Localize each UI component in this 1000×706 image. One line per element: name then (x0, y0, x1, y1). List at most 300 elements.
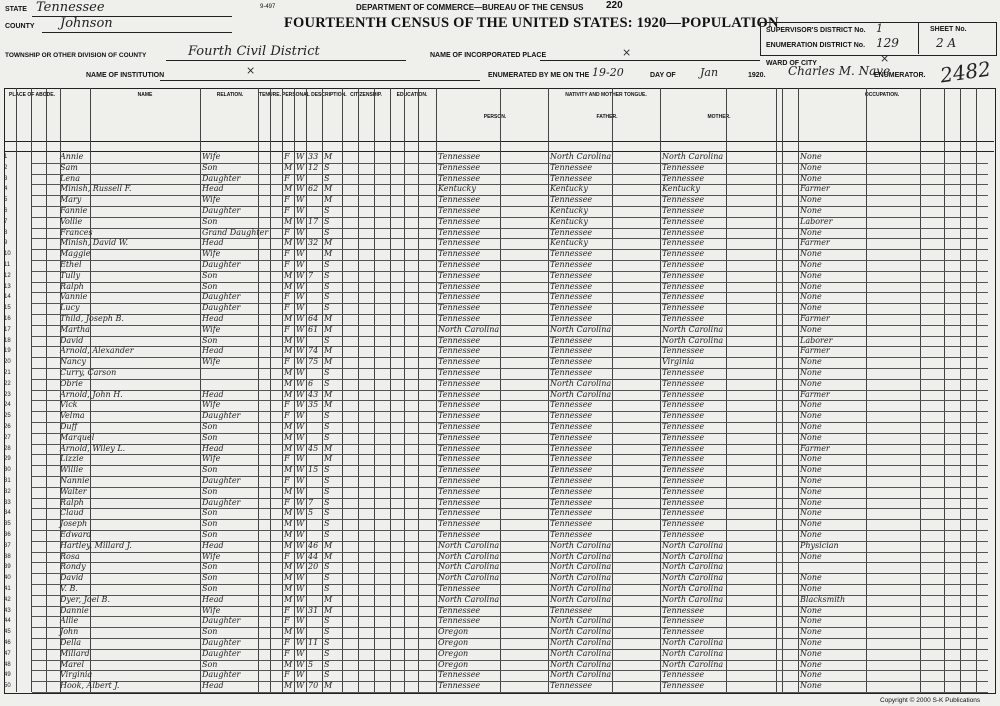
relation: Daughter (202, 616, 241, 626)
race: W (296, 281, 305, 291)
sex: F (284, 648, 290, 658)
occupation: None (800, 324, 822, 334)
birthplace: Oregon (438, 638, 469, 647)
birthplace: North Carolina (438, 324, 500, 334)
father-birthplace: Tennessee (550, 260, 593, 269)
father-birthplace: Tennessee (550, 454, 593, 464)
birthplace: Tennessee (438, 206, 481, 215)
birthplace: Tennessee (438, 303, 481, 313)
sex: M (284, 540, 293, 550)
corner-stamp-number: 2482 (938, 56, 993, 88)
father-birthplace: Tennessee (550, 314, 593, 323)
marital-status: S (324, 227, 330, 237)
sex: F (284, 249, 290, 259)
relation: Head (202, 346, 224, 356)
occupation: None (800, 206, 822, 215)
marital-status: S (324, 486, 330, 496)
birthplace: Tennessee (438, 432, 481, 442)
birthplace: Tennessee (438, 497, 481, 507)
birthplace: Tennessee (438, 173, 481, 183)
marital-status: M (324, 443, 333, 453)
person-name: Frances (60, 227, 93, 237)
row-number: 13 (4, 283, 11, 290)
census-title: FOURTEENTH CENSUS OF THE UNITED STATES: 1920—POPULATION (284, 15, 779, 31)
sex: M (284, 216, 293, 226)
occupation: None (800, 173, 822, 183)
mother-birthplace: Tennessee (662, 476, 705, 485)
father-birthplace: Tennessee (550, 476, 593, 485)
race: W (296, 648, 305, 658)
person-name: Arnold, John H. (60, 389, 123, 399)
race: W (296, 508, 305, 518)
mother-birthplace: Virginia (662, 357, 695, 367)
occupation: None (800, 648, 822, 658)
marital-status: S (324, 173, 330, 183)
father-birthplace: Tennessee (550, 162, 593, 172)
marital-status: M (324, 346, 333, 356)
age: 43 (308, 389, 319, 399)
person-name: Lena (60, 173, 80, 183)
mother-birthplace: Tennessee (662, 389, 705, 399)
relation: Son (202, 562, 218, 572)
marital-status: M (324, 681, 333, 691)
father-birthplace: North Carolina (550, 152, 612, 161)
row-number: 34 (4, 510, 11, 517)
birthplace: Tennessee (438, 411, 481, 421)
marital-status: S (324, 638, 330, 647)
birthplace: Tennessee (438, 227, 481, 237)
birthplace: North Carolina (438, 540, 500, 550)
row-number: 50 (4, 683, 11, 690)
marital-status: S (324, 530, 330, 539)
father-birthplace: Tennessee (550, 486, 593, 496)
relation: Daughter (202, 173, 241, 183)
birthplace: Tennessee (438, 378, 481, 388)
occupation: Farmer (800, 184, 830, 194)
header-tenure: TENURE. (259, 92, 281, 98)
father-birthplace: Tennessee (550, 530, 593, 539)
marital-status: S (324, 659, 330, 669)
race: W (296, 594, 305, 604)
mother-birthplace: North Carolina (662, 648, 724, 658)
age: 5 (308, 508, 314, 518)
race: W (296, 616, 305, 626)
race: W (296, 540, 305, 550)
race: W (296, 551, 305, 561)
race: W (296, 562, 305, 572)
person-name: Willie (60, 465, 84, 475)
race: W (296, 497, 305, 507)
father-birthplace: Tennessee (550, 508, 593, 518)
row-number: 29 (4, 456, 11, 463)
township-value: Fourth Civil District (188, 44, 320, 59)
sex: M (284, 432, 293, 442)
age: 7 (308, 497, 314, 507)
birthplace: Tennessee (438, 281, 481, 291)
person-name: Millard (60, 648, 90, 658)
race: W (296, 270, 305, 280)
row-number: 17 (4, 326, 11, 333)
relation: Head (202, 184, 224, 194)
birthplace: Tennessee (438, 670, 481, 680)
race: W (296, 584, 305, 593)
father-birthplace: Tennessee (550, 422, 593, 431)
relation: Wife (202, 605, 221, 615)
department-title: DEPARTMENT OF COMMERCE—BUREAU OF THE CENSUS (356, 3, 584, 12)
row-number: 38 (4, 553, 11, 560)
birthplace: Tennessee (438, 216, 481, 226)
race: W (296, 605, 305, 615)
relation: Son (202, 162, 218, 172)
header-person: PERSON. (483, 114, 507, 120)
person-name: Mary (60, 195, 82, 205)
county-value: Johnson (60, 16, 113, 31)
relation: Daughter (202, 638, 241, 647)
mother-birthplace: North Carolina (662, 540, 724, 550)
person-name: Hartley, Millard J. (60, 540, 132, 550)
race: W (296, 173, 305, 183)
sex: M (284, 335, 293, 345)
person-name: Lucy (60, 303, 80, 313)
birthplace: Tennessee (438, 357, 481, 367)
sex: F (284, 497, 290, 507)
race: W (296, 314, 305, 323)
relation: Head (202, 681, 224, 691)
occupation: None (800, 432, 822, 442)
occupation: None (800, 573, 822, 583)
mother-birthplace: Tennessee (662, 530, 705, 539)
father-birthplace: North Carolina (550, 638, 612, 647)
mother-birthplace: Tennessee (662, 292, 705, 302)
marital-status: S (324, 378, 330, 388)
sex: F (284, 638, 290, 647)
row-number: 14 (4, 294, 11, 301)
marital-status: S (324, 476, 330, 485)
occupation: None (800, 152, 822, 161)
row-number: 15 (4, 305, 11, 312)
person-name: Della (60, 638, 82, 647)
mother-birthplace: Tennessee (662, 465, 705, 475)
relation: Daughter (202, 670, 241, 680)
person-name: Dyer, Joel B. (60, 594, 110, 604)
birthplace: Oregon (438, 659, 469, 669)
relation: Son (202, 432, 218, 442)
mother-birthplace: Tennessee (662, 216, 705, 226)
relation: Daughter (202, 206, 241, 215)
marital-status: M (324, 605, 333, 615)
race: W (296, 368, 305, 377)
occupation: None (800, 519, 822, 529)
row-number: 48 (4, 661, 11, 668)
age: 74 (308, 346, 319, 356)
row-number: 32 (4, 488, 11, 495)
race: W (296, 627, 305, 637)
relation: Son (202, 335, 218, 345)
relation: Daughter (202, 476, 241, 485)
enumerated-label: ENUMERATED BY ME ON THE (488, 72, 590, 79)
occupation: None (800, 303, 822, 313)
marital-status: M (324, 314, 333, 323)
birthplace: Tennessee (438, 314, 481, 323)
race: W (296, 659, 305, 669)
row-number: 44 (4, 618, 11, 625)
person-name: Dannie (60, 605, 89, 615)
age: 70 (308, 681, 319, 691)
birthplace: Tennessee (438, 292, 481, 302)
mother-birthplace: Tennessee (662, 260, 705, 269)
occupation: None (800, 227, 822, 237)
row-number: 39 (4, 564, 11, 571)
marital-status: M (324, 184, 333, 194)
race: W (296, 486, 305, 496)
enumerator-name: Charles M. Nave (788, 64, 891, 78)
sheet-reference: 220 (606, 0, 623, 11)
person-name: Marel (60, 659, 85, 669)
mother-birthplace: North Carolina (662, 573, 724, 583)
age: 5 (308, 659, 314, 669)
sex: F (284, 476, 290, 485)
township-label: TOWNSHIP OR OTHER DIVISION OF COUNTY (5, 52, 147, 59)
relation: Head (202, 443, 224, 453)
sex: M (284, 238, 293, 248)
person-name: Claud (60, 508, 84, 518)
race: W (296, 530, 305, 539)
birthplace: Tennessee (438, 368, 481, 377)
father-birthplace: Tennessee (550, 173, 593, 183)
age: 6 (308, 378, 314, 388)
sex: M (284, 627, 293, 637)
occupation: Farmer (800, 346, 830, 356)
occupation: None (800, 670, 822, 680)
ward-mark: × (880, 52, 890, 65)
birthplace: Tennessee (438, 681, 481, 691)
marital-status: M (324, 357, 333, 367)
relation: Wife (202, 357, 221, 367)
row-number: 35 (4, 521, 11, 528)
race: W (296, 292, 305, 302)
mother-birthplace: Tennessee (662, 281, 705, 291)
mother-birthplace: Tennessee (662, 616, 705, 626)
row-number: 6 (4, 208, 8, 214)
row-number: 49 (4, 672, 11, 679)
row-number: 18 (4, 337, 11, 344)
race: W (296, 670, 305, 680)
mother-birthplace: Tennessee (662, 432, 705, 442)
occupation: None (800, 260, 822, 269)
mother-birthplace: Tennessee (662, 443, 705, 453)
father-birthplace: Tennessee (550, 303, 593, 313)
race: W (296, 400, 305, 410)
birthplace: North Carolina (438, 551, 500, 561)
father-birthplace: Tennessee (550, 443, 593, 453)
row-number: 3 (4, 175, 8, 182)
person-name: Vannie (60, 292, 88, 302)
occupation: None (800, 454, 822, 464)
race: W (296, 432, 305, 442)
state-label: STATE (5, 6, 27, 13)
occupation: None (800, 270, 822, 280)
row-number: 31 (4, 478, 11, 484)
marital-status: S (324, 648, 330, 658)
person-name: Fannie (60, 206, 88, 215)
age: 17 (308, 216, 319, 226)
marital-status: S (324, 584, 330, 593)
sex: F (284, 152, 290, 161)
marital-status: S (324, 368, 330, 377)
race: W (296, 411, 305, 421)
marital-status: S (324, 562, 330, 572)
birthplace: Tennessee (438, 389, 481, 399)
mother-birthplace: Tennessee (662, 681, 705, 691)
mother-birthplace: Tennessee (662, 486, 705, 496)
row-number: 47 (4, 650, 11, 657)
person-name: Arnold, Alexander (60, 346, 134, 356)
sheet-number-value: 2 A (936, 36, 957, 50)
birthplace: Tennessee (438, 162, 481, 172)
marital-status: S (324, 508, 330, 518)
incorporated-place-label: NAME OF INCORPORATED PLACE (430, 52, 547, 59)
header-nativity: NATIVITY AND MOTHER TONGUE. (565, 92, 647, 98)
birthplace: Tennessee (438, 249, 481, 259)
marital-status: S (324, 519, 330, 529)
institution-label: NAME OF INSTITUTION (86, 72, 165, 79)
father-birthplace: Kentucky (550, 216, 588, 226)
father-birthplace: Kentucky (550, 184, 588, 194)
father-birthplace: North Carolina (550, 562, 612, 572)
mother-birthplace: Tennessee (662, 605, 705, 615)
row-number: 4 (4, 186, 8, 193)
marital-status: M (324, 540, 333, 550)
header-father: FATHER. (596, 114, 618, 120)
row-number: 12 (4, 272, 11, 279)
sex: F (284, 670, 290, 680)
sex: F (284, 357, 290, 367)
father-birthplace: Tennessee (550, 335, 593, 345)
relation: Wife (202, 195, 221, 205)
row-number: 36 (4, 532, 11, 538)
age: 12 (308, 162, 319, 172)
mother-birthplace: Tennessee (662, 670, 705, 680)
header-citizenship: CITIZENSHIP. (350, 92, 382, 98)
form-number: 9-497 (260, 4, 276, 10)
person-name: David (60, 335, 84, 345)
occupation: None (800, 486, 822, 496)
person-name: Nannie (60, 476, 90, 485)
person-name: Sam (60, 162, 78, 172)
race: W (296, 184, 305, 194)
relation: Wife (202, 324, 221, 334)
father-birthplace: Tennessee (550, 270, 593, 280)
relation: Son (202, 519, 218, 529)
relation: Wife (202, 400, 221, 410)
marital-status: S (324, 497, 330, 507)
enumerated-day: 19-20 (592, 66, 624, 79)
person-name: Hook, Albert J. (60, 681, 120, 691)
row-number: 5 (4, 197, 8, 204)
sex: M (284, 681, 293, 691)
person-name: Virginia (60, 670, 93, 680)
row-number: 10 (4, 251, 11, 258)
person-name: Marquel (60, 432, 95, 442)
marital-status: S (324, 465, 330, 475)
birthplace: Kentucky (438, 184, 476, 194)
person-name: Edward (60, 530, 92, 539)
occupation: Farmer (800, 443, 830, 453)
row-number: 46 (4, 640, 11, 646)
marital-status: S (324, 616, 330, 626)
row-number: 43 (4, 607, 11, 614)
marital-status: S (324, 432, 330, 442)
occupation: None (800, 465, 822, 475)
row-number: 24 (4, 402, 11, 409)
sex: M (284, 465, 293, 475)
sex: M (284, 378, 293, 388)
person-name: V. B. (60, 584, 78, 593)
occupation: Farmer (800, 314, 830, 323)
row-number: 1 (4, 154, 8, 160)
row-number: 30 (4, 467, 11, 474)
mother-birthplace: Tennessee (662, 400, 705, 410)
birthplace: Tennessee (438, 152, 481, 161)
father-birthplace: Tennessee (550, 281, 593, 291)
header-place-of-abode: PLACE OF ABODE. (9, 92, 55, 98)
birthplace: North Carolina (438, 594, 500, 604)
sex: M (284, 519, 293, 529)
person-name: Joseph (60, 519, 88, 529)
mother-birthplace: North Carolina (662, 584, 724, 593)
person-name: David (60, 573, 84, 583)
marital-status: S (324, 573, 330, 583)
mother-birthplace: Tennessee (662, 422, 705, 431)
mother-birthplace: Tennessee (662, 519, 705, 529)
mother-birthplace: Tennessee (662, 227, 705, 237)
sex: F (284, 195, 290, 205)
father-birthplace: North Carolina (550, 648, 612, 658)
person-name: Rosa (60, 551, 80, 561)
sex: M (284, 486, 293, 496)
sex: M (284, 584, 293, 593)
relation: Son (202, 216, 218, 226)
person-name: Duff (60, 422, 78, 431)
sex: F (284, 551, 290, 561)
relation: Son (202, 270, 218, 280)
father-birthplace: North Carolina (550, 670, 612, 680)
row-number: 23 (4, 391, 11, 398)
mother-birthplace: Tennessee (662, 303, 705, 313)
row-number: 19 (4, 348, 11, 355)
person-name: Vollie (60, 216, 83, 226)
header-name: NAME (137, 92, 153, 98)
marital-status: M (324, 551, 333, 561)
person-name: Lizzie (60, 454, 84, 464)
race: W (296, 454, 305, 464)
relation: Wife (202, 551, 221, 561)
marital-status: M (324, 324, 333, 334)
row-number: 7 (4, 218, 8, 225)
race: W (296, 638, 305, 647)
enumerator-label: ENUMERATOR. (874, 72, 926, 79)
relation: Wife (202, 454, 221, 464)
person-name: Minish, David W. (60, 238, 129, 248)
relation: Son (202, 281, 218, 291)
relation: Head (202, 314, 224, 323)
mother-birthplace: Tennessee (662, 314, 705, 323)
row-number: 20 (4, 359, 11, 366)
father-birthplace: Tennessee (550, 465, 593, 475)
person-name: Annie (60, 152, 84, 161)
occupation: None (800, 508, 822, 518)
sex: M (284, 162, 293, 172)
